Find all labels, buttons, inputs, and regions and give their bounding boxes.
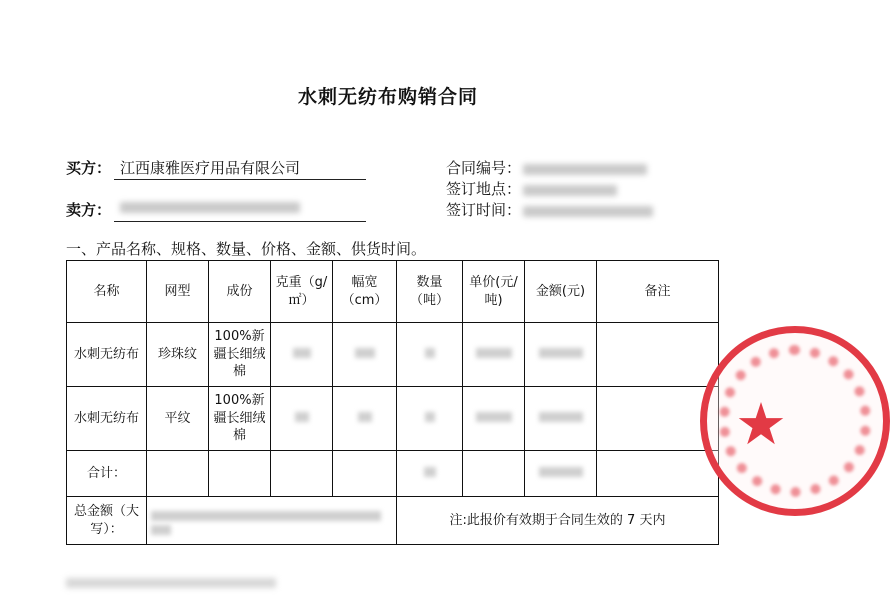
row1-composition: 100%新疆长细绒棉	[209, 323, 271, 387]
sign-time-label: 签订时间：	[446, 201, 522, 219]
seller-block	[66, 199, 376, 227]
sign-place-redacted	[523, 185, 617, 196]
seller-label: 卖方：	[66, 201, 112, 219]
row1-amount-redacted	[525, 323, 597, 387]
row2-unit-price-redacted	[463, 387, 525, 451]
sign-place-row	[446, 178, 617, 199]
row1-name: 水刺无纺布	[67, 323, 147, 387]
seller-name-redacted	[120, 199, 300, 217]
company-seal	[700, 326, 890, 516]
sign-time-row	[446, 199, 653, 220]
contract-number-label: 合同编号：	[446, 159, 522, 177]
product-table	[66, 260, 719, 545]
seller-underline	[114, 221, 366, 222]
header-quantity: 数量（吨）	[397, 261, 463, 323]
row1-pattern: 珍珠纹	[147, 323, 209, 387]
row2-width-redacted	[333, 387, 397, 451]
row2-weight-redacted	[271, 387, 333, 451]
contract-number-redacted	[523, 164, 647, 175]
buyer-block	[66, 157, 376, 185]
header-name: 名称	[67, 261, 147, 323]
row1-weight-redacted	[271, 323, 333, 387]
validity-note: 注:此报价有效期于合同生效的 7 天内	[397, 497, 719, 545]
subtotal-label: 合计：	[67, 451, 147, 497]
section-heading: 一、产品名称、规格、数量、价格、金额、供货时间。	[66, 240, 427, 258]
total-label: 总金额（大写）：	[67, 497, 147, 545]
row2-name: 水刺无纺布	[67, 387, 147, 451]
row1-quantity-redacted	[397, 323, 463, 387]
table-header-row	[67, 261, 719, 323]
total-amount-redacted	[147, 497, 397, 545]
subtotal-row	[67, 451, 719, 497]
sign-place-label: 签订地点：	[446, 180, 522, 198]
footer-redacted	[66, 578, 276, 588]
row2-composition: 100%新疆长细绒棉	[209, 387, 271, 451]
contract-title: 水刺无纺布购销合同	[297, 86, 478, 108]
header-weight: 克重（g/㎡）	[271, 261, 333, 323]
buyer-name: 江西康雅医疗用品有限公司	[120, 159, 301, 177]
row1-remark	[597, 323, 719, 387]
table-row	[67, 387, 719, 451]
subtotal-amount-redacted	[525, 451, 597, 497]
row2-amount-redacted	[525, 387, 597, 451]
star-icon: ★	[735, 390, 787, 458]
buyer-label: 买方：	[66, 159, 112, 177]
sign-time-redacted	[523, 206, 653, 217]
row2-quantity-redacted	[397, 387, 463, 451]
buyer-underline	[114, 179, 366, 180]
table-row	[67, 323, 719, 387]
row1-width-redacted	[333, 323, 397, 387]
row2-pattern: 平纹	[147, 387, 209, 451]
total-row	[67, 497, 719, 545]
row1-unit-price-redacted	[463, 323, 525, 387]
header-unit-price: 单价(元/吨)	[463, 261, 525, 323]
header-width: 幅宽（cm）	[333, 261, 397, 323]
header-pattern: 网型	[147, 261, 209, 323]
header-remark: 备注	[597, 261, 719, 323]
header-amount: 金额(元)	[525, 261, 597, 323]
header-composition: 成份	[209, 261, 271, 323]
subtotal-quantity-redacted	[397, 451, 463, 497]
contract-number-row	[446, 157, 647, 178]
